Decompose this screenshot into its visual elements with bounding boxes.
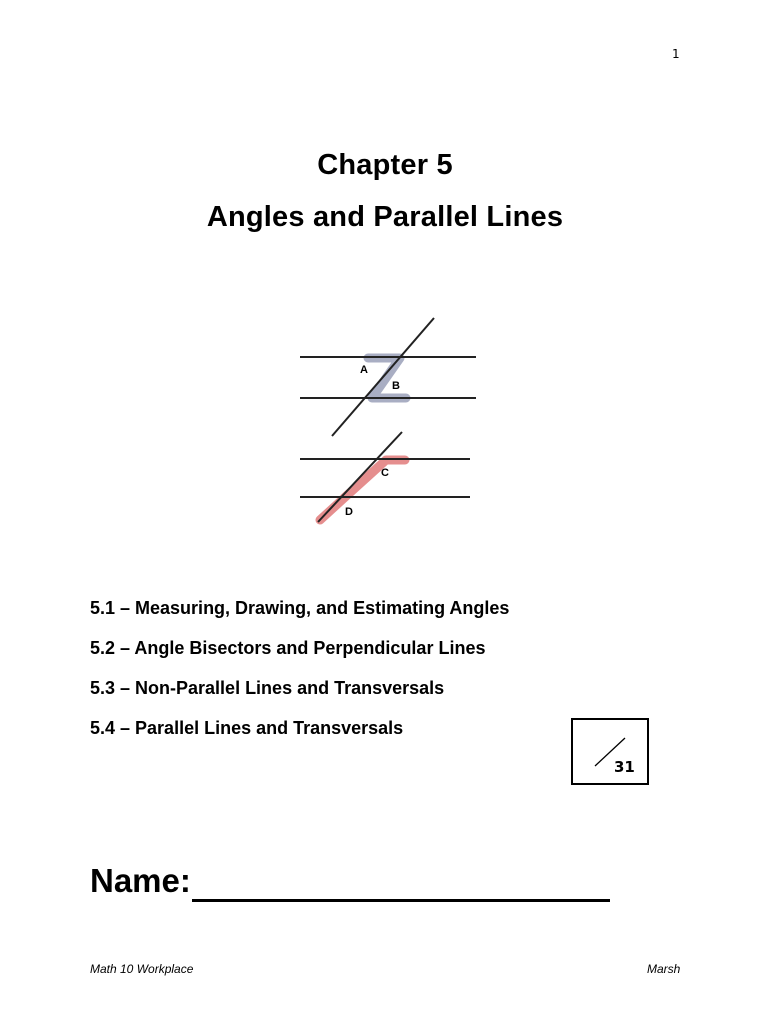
parallel-lines-diagram: [280, 310, 490, 530]
name-input-line[interactable]: [192, 899, 610, 902]
section-item: 5.1 – Measuring, Drawing, and Estimating Angles: [90, 598, 510, 618]
angle-label-c: C: [381, 467, 389, 479]
section-item: 5.4 – Parallel Lines and Transversals: [90, 718, 404, 738]
angle-label-a: A: [360, 364, 368, 376]
score-box: [571, 718, 649, 785]
page-number: 1: [672, 47, 680, 61]
section-item: 5.3 – Non-Parallel Lines and Transversals: [90, 678, 445, 698]
angle-label-b: B: [392, 380, 400, 392]
section-list: [90, 596, 509, 756]
section-item: 5.2 – Angle Bisectors and Perpendicular Lines: [90, 638, 486, 658]
chapter-subtitle: Angles and Parallel Lines: [206, 201, 564, 233]
transversal-line: [332, 318, 434, 436]
name-label: Name:: [90, 862, 191, 899]
chapter-title: Chapter 5: [317, 149, 453, 181]
footer-course: Math 10 Workplace: [90, 962, 194, 976]
score-slash-icon: [573, 720, 647, 783]
footer-author: Marsh: [647, 962, 681, 976]
z-angle-highlight: [368, 358, 406, 398]
transversal-line: [318, 432, 402, 522]
angle-label-d: D: [345, 506, 353, 518]
score-total: 31: [614, 758, 635, 776]
f-angle-highlight: [320, 460, 405, 520]
